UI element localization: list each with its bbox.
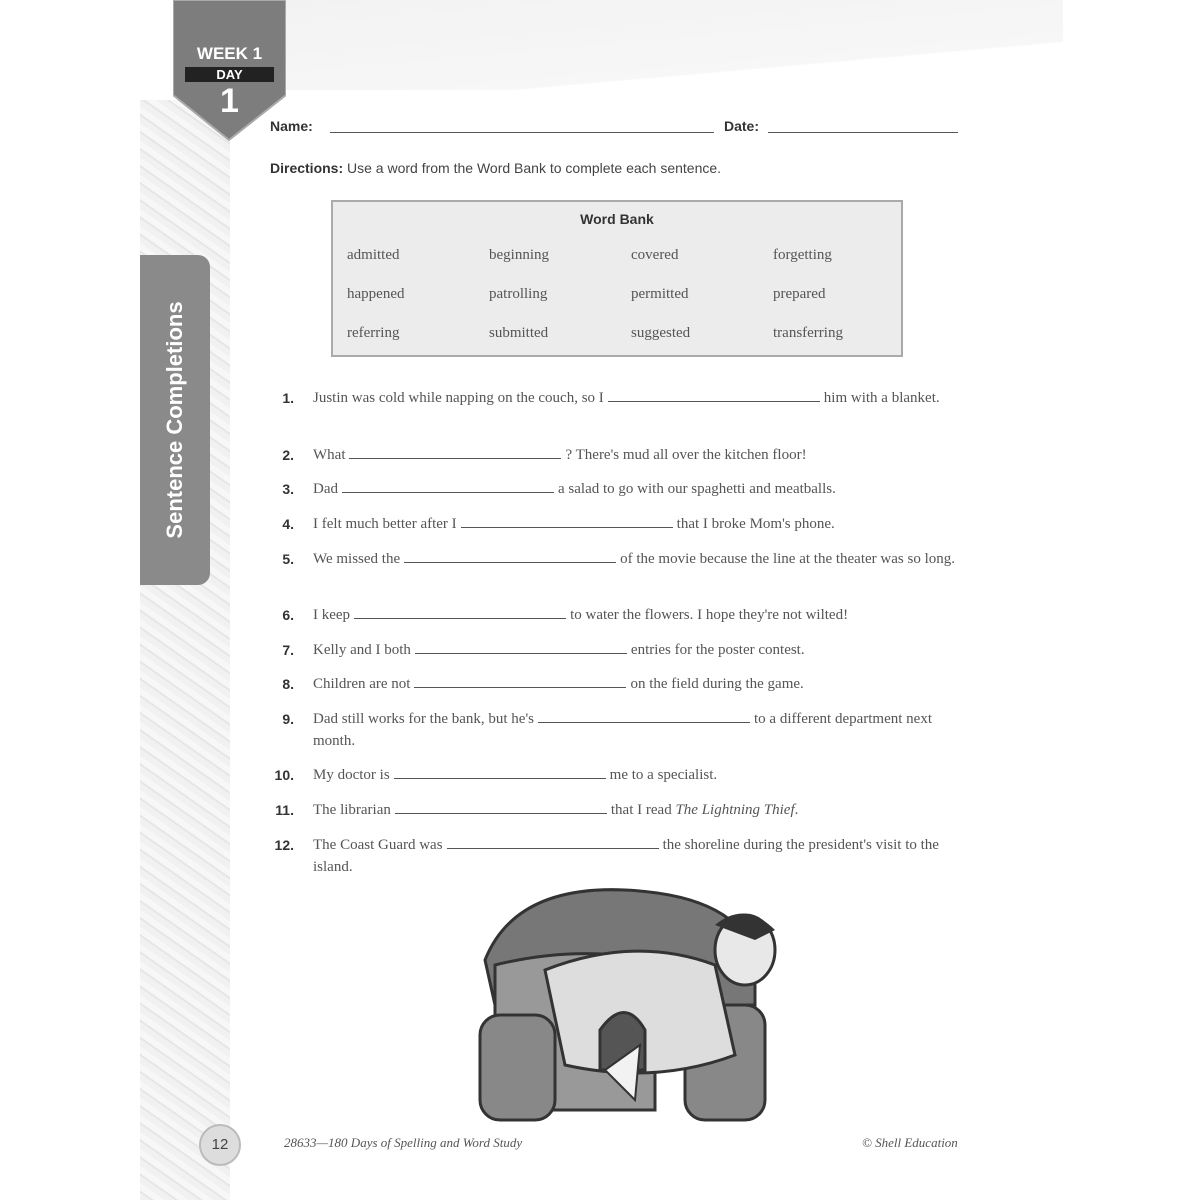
question-item — [270, 478, 960, 500]
question-item — [270, 604, 960, 626]
question-text-after: to water the flowers. I hope they're not wilted! — [570, 607, 849, 623]
word-bank-word: prepared — [773, 286, 826, 302]
question-number: 10. — [274, 767, 294, 783]
answer-blank[interactable] — [538, 708, 750, 723]
question-text-after: him with a blanket. — [823, 390, 940, 406]
question-number: 2. — [282, 447, 294, 463]
page-number: 12 — [199, 1124, 241, 1166]
question-number: 9. — [282, 711, 294, 727]
question-text-before: The Coast Guard was — [313, 837, 443, 853]
question-number: 11. — [275, 802, 294, 818]
word-bank-word: referring — [347, 325, 400, 341]
question-text-after: me to a specialist. — [609, 767, 718, 783]
question-text-after: that I read — [610, 802, 676, 818]
question-item — [270, 834, 960, 878]
answer-blank[interactable] — [608, 387, 820, 402]
question-text-after: entries for the poster contest. — [630, 642, 805, 658]
word-bank-word: submitted — [489, 325, 549, 341]
question-item — [270, 799, 960, 821]
day-label: DAY — [185, 67, 274, 82]
question-number: 6. — [282, 607, 294, 623]
answer-blank[interactable] — [354, 604, 566, 619]
question-text-before: Children are not — [313, 676, 411, 692]
answer-blank[interactable] — [395, 799, 607, 814]
footer-book-title: 28633—180 Days of Spelling and Word Study — [284, 1135, 523, 1150]
question-item — [270, 513, 960, 535]
question-text-after: that I broke Mom's phone. — [676, 516, 835, 532]
question-text-after: on the field during the game. — [630, 676, 804, 692]
question-item — [270, 444, 960, 466]
question-text-end: . — [794, 802, 799, 818]
word-bank — [331, 200, 903, 357]
book-title: The Lightning Thief — [675, 802, 795, 818]
footer-publisher: © Shell Education — [862, 1135, 958, 1150]
word-bank-word: beginning — [489, 247, 549, 263]
section-tab — [140, 255, 210, 585]
question-text-after: to a different department next month. — [313, 711, 933, 749]
question-number: 5. — [282, 551, 294, 567]
word-bank-word: permitted — [631, 286, 689, 302]
answer-blank[interactable] — [394, 764, 606, 779]
question-text-after: ? There's mud all over the kitchen floor! — [565, 447, 807, 463]
answer-blank[interactable] — [415, 639, 627, 654]
question-number: 7. — [282, 642, 294, 658]
word-bank-word: admitted — [347, 247, 400, 263]
section-tab-label: Sentence Completions — [162, 301, 187, 539]
question-item — [270, 387, 960, 409]
question-number: 8. — [282, 676, 294, 692]
question-number: 1. — [282, 390, 294, 406]
word-bank-word: happened — [347, 286, 405, 302]
question-text-before: I felt much better after I — [313, 516, 457, 532]
answer-blank[interactable] — [342, 478, 554, 493]
question-number: 12. — [274, 837, 294, 853]
question-text-before: Dad still works for the bank, but he's — [313, 711, 535, 727]
question-text-after: of the movie because the line at the theater was so long. — [620, 551, 955, 567]
header-band — [230, 0, 1063, 90]
question-text-after: the shoreline during the president's visit to the island. — [313, 837, 939, 875]
question-text-after: a salad to go with our spaghetti and meatballs. — [558, 481, 836, 497]
date-label: Date: — [724, 118, 760, 134]
answer-blank[interactable] — [404, 548, 616, 563]
question-item — [270, 548, 960, 570]
answer-blank[interactable] — [414, 673, 626, 688]
directions — [270, 160, 721, 176]
directions-label: Directions: — [270, 160, 344, 176]
word-bank-word: patrolling — [489, 286, 548, 302]
day-number: 1 — [220, 82, 239, 120]
question-text-before: Justin was cold while napping on the couch, so I — [313, 390, 604, 406]
question-text-before: We missed the — [313, 551, 401, 567]
question-item — [270, 764, 960, 786]
question-text-before: Kelly and I both — [313, 642, 411, 658]
question-number: 3. — [282, 481, 294, 497]
answer-blank[interactable] — [447, 834, 659, 849]
question-number: 4. — [282, 516, 294, 532]
question-text-before: What — [313, 447, 346, 463]
word-bank-word: forgetting — [773, 247, 832, 263]
word-bank-word: transferring — [773, 325, 843, 341]
question-text-before: I keep — [313, 607, 351, 623]
question-item — [270, 708, 960, 752]
question-item — [270, 673, 960, 695]
illustration-boy-sleeping-in-armchair — [455, 885, 790, 1125]
week-label: WEEK 1 — [196, 44, 263, 63]
question-text-before: The librarian — [313, 802, 391, 818]
word-bank-word: suggested — [631, 325, 691, 341]
question-text-before: Dad — [313, 481, 338, 497]
answer-blank[interactable] — [461, 513, 673, 528]
question-text-before: My doctor is — [313, 767, 390, 783]
name-field[interactable] — [330, 132, 714, 133]
directions-text: Use a word from the Word Bank to complete each sentence. — [343, 160, 722, 176]
word-bank-title: Word Bank — [580, 211, 654, 227]
name-label: Name: — [270, 118, 313, 134]
date-field[interactable] — [768, 132, 958, 133]
answer-blank[interactable] — [349, 444, 561, 459]
word-bank-word: covered — [631, 247, 679, 263]
question-item — [270, 639, 960, 661]
